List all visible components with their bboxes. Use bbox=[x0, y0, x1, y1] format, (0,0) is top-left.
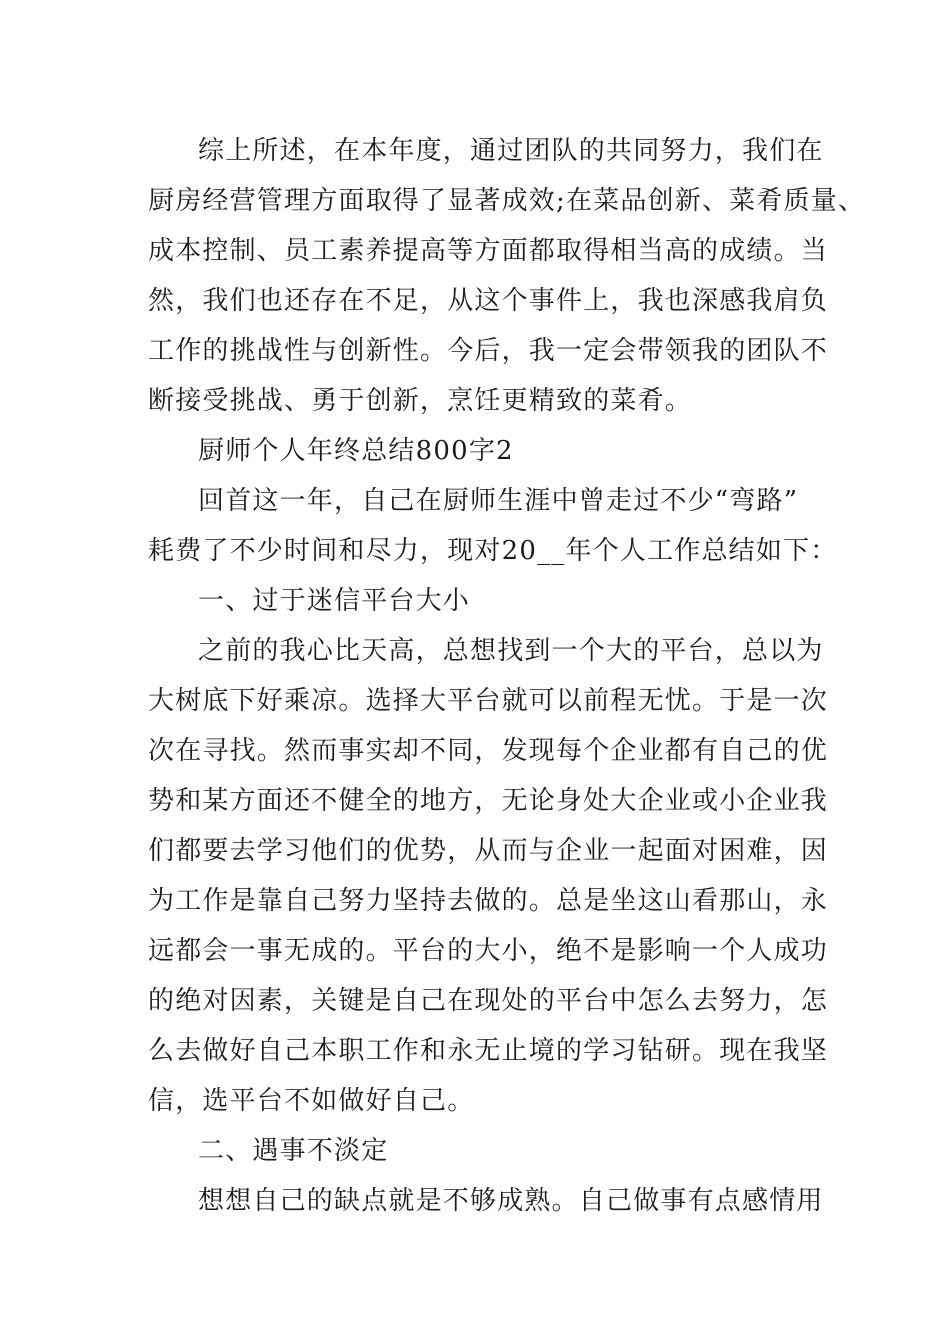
text-line: 之前的我心比天高，总想找到一个大的平台，总以为 bbox=[198, 636, 824, 666]
text-line: 厨房经营管理方面取得了显著成效;在菜品创新、菜肴质量、 bbox=[148, 186, 866, 216]
text-line: 成本控制、员工素养提高等方面都取得相当高的成绩。当 bbox=[148, 236, 829, 266]
text-line: 么去做好自己本职工作和永无止境的学习钻研。现在我坚 bbox=[148, 1036, 829, 1066]
text-line: 想想自己的缺点就是不够成熟。自己做事有点感情用 bbox=[198, 1186, 824, 1216]
text-line: 工作的挑战性与创新性。今后，我一定会带领我的团队不 bbox=[148, 336, 829, 366]
text-line: 势和某方面还不健全的地方，无论身处大企业或小企业我 bbox=[148, 786, 829, 816]
section-heading: 一、过于迷信平台大小 bbox=[198, 586, 471, 616]
section-title: 厨师个人年终总结800字2 bbox=[198, 436, 514, 466]
text-line: 信，选平台不如做好自己。 bbox=[148, 1086, 475, 1116]
text-line: 回首这一年，自己在厨师生涯中曾走过不少“弯路” bbox=[198, 486, 799, 516]
text-line: 耗费了不少时间和尽力，现对20__年个人工作总结如下： bbox=[148, 536, 838, 566]
text-line: 的绝对因素，关键是自己在现处的平台中怎么去努力，怎 bbox=[148, 986, 829, 1016]
text-line: 大树底下好乘凉。选择大平台就可以前程无忧。于是一次 bbox=[148, 686, 829, 716]
text-line: 为工作是靠自己努力坚持去做的。总是坐这山看那山，永 bbox=[148, 886, 829, 916]
text-line: 们都要去学习他们的优势，从而与企业一起面对困难，因 bbox=[148, 836, 829, 866]
text-line: 综上所述，在本年度，通过团队的共同努力，我们在 bbox=[198, 136, 824, 166]
section-heading: 二、遇事不淡定 bbox=[198, 1136, 389, 1166]
text-line: 次在寻找。然而事实却不同，发现每个企业都有自己的优 bbox=[148, 736, 829, 766]
text-line: 断接受挑战、勇于创新，烹饪更精致的菜肴。 bbox=[148, 386, 693, 416]
text-line: 远都会一事无成的。平台的大小，绝不是影响一个人成功 bbox=[148, 936, 829, 966]
text-line: 然，我们也还存在不足，从这个事件上，我也深感我肩负 bbox=[148, 286, 829, 316]
